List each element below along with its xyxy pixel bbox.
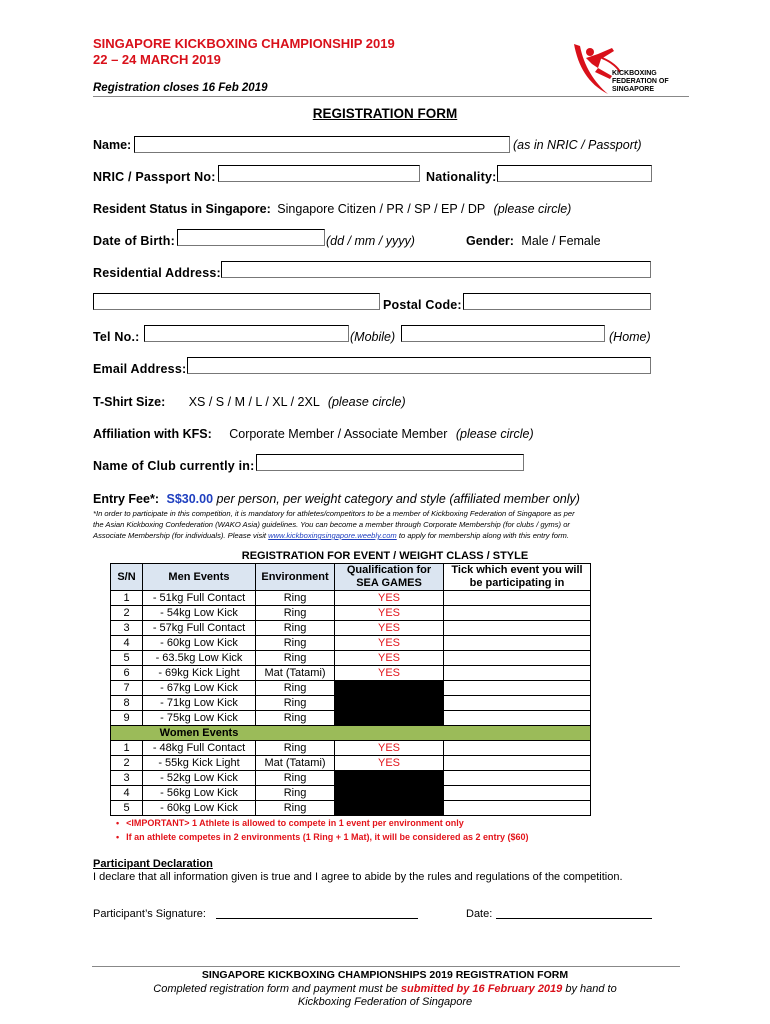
home-phone-field[interactable] <box>401 325 605 342</box>
qualification-cell <box>335 711 444 726</box>
nationality-field[interactable] <box>497 165 652 182</box>
affiliation-options[interactable]: Corporate Member / Associate Member <box>229 427 448 441</box>
table-row <box>111 756 591 771</box>
event-cell: - 57kg Full Contact <box>143 621 256 636</box>
submission-deadline: submitted by 16 February 2019 <box>400 983 563 995</box>
table-row <box>111 681 591 696</box>
membership-link[interactable]: www.kickboxingsingapore.weebly.com <box>268 531 397 540</box>
event-cell: - 54kg Low Kick <box>143 606 256 621</box>
col-sn: S/N <box>111 564 143 591</box>
event-cell: - 56kg Low Kick <box>143 786 256 801</box>
title-line-2: 22 – 24 MARCH 2019 <box>93 52 221 67</box>
dob-label: Date of Birth: <box>93 234 175 248</box>
nric-field[interactable] <box>218 165 420 182</box>
tick-cell[interactable] <box>444 741 591 756</box>
tick-cell[interactable] <box>444 681 591 696</box>
resident-status-label: Resident Status in Singapore: <box>93 202 271 216</box>
environment-cell: Ring <box>256 801 335 816</box>
gender-row <box>466 234 601 248</box>
tick-cell[interactable] <box>444 591 591 606</box>
resident-status-hint: (please circle) <box>493 202 572 216</box>
table-row <box>111 801 591 816</box>
table-row <box>111 651 591 666</box>
sn-cell: 3 <box>111 771 143 786</box>
table-row <box>111 591 591 606</box>
environment-cell: Ring <box>256 681 335 696</box>
sn-cell: 2 <box>111 756 143 771</box>
table-row <box>111 606 591 621</box>
gender-label: Gender: <box>466 234 514 248</box>
table-row <box>111 696 591 711</box>
logo-text: KICKBOXING FEDERATION OF SINGAPORE <box>612 70 669 93</box>
qualification-cell <box>335 696 444 711</box>
event-cell: - 69kg Kick Light <box>143 666 256 681</box>
footer-title: SINGAPORE KICKBOXING CHAMPIONSHIPS 2019 REGISTRATION FORM <box>201 969 569 981</box>
tick-cell[interactable] <box>444 756 591 771</box>
sn-cell: 4 <box>111 636 143 651</box>
sn-cell: 3 <box>111 621 143 636</box>
col-tick: Tick which event you will be participating in <box>444 564 591 591</box>
table-row <box>111 636 591 651</box>
tick-cell[interactable] <box>444 771 591 786</box>
qualification-cell <box>335 681 444 696</box>
entry-fee-amount: S$30.00 <box>166 492 214 506</box>
col-qualification: Qualification for SEA GAMES <box>335 564 444 591</box>
mobile-field[interactable] <box>144 325 349 342</box>
email-label: Email Address: <box>93 362 187 376</box>
affiliation-row <box>93 427 534 441</box>
tick-cell[interactable] <box>444 801 591 816</box>
event-cell: - 48kg Full Contact <box>143 741 256 756</box>
affiliation-hint: (please circle) <box>455 427 534 441</box>
event-cell: - 60kg Low Kick <box>143 636 256 651</box>
footer-instructions: Completed registration form and payment must be submitted by 16 February 2019 by hand to <box>153 983 617 995</box>
col-environment: Environment <box>256 564 335 591</box>
environment-cell: Ring <box>256 696 335 711</box>
sn-cell: 8 <box>111 696 143 711</box>
entry-fee-label: Entry Fee*: <box>93 492 159 506</box>
sn-cell: 6 <box>111 666 143 681</box>
resident-status-row <box>93 202 571 216</box>
environment-cell: Ring <box>256 771 335 786</box>
postal-code-label: Postal Code: <box>383 298 462 312</box>
tick-cell[interactable] <box>444 666 591 681</box>
qualification-cell: YES <box>335 651 444 666</box>
sn-cell: 1 <box>111 591 143 606</box>
mobile-hint: (Mobile) <box>350 330 396 344</box>
club-label: Name of Club currently in: <box>93 459 255 473</box>
address-label: Residential Address: <box>93 266 221 280</box>
women-header-row <box>111 726 591 741</box>
dob-field[interactable] <box>177 229 325 246</box>
qualification-cell: YES <box>335 591 444 606</box>
sn-cell: 9 <box>111 711 143 726</box>
nationality-label: Nationality: <box>426 170 497 184</box>
women-events-heading: Women Events <box>143 726 256 741</box>
tick-cell[interactable] <box>444 786 591 801</box>
tshirt-label: T-Shirt Size: <box>93 395 166 409</box>
event-cell: - 60kg Low Kick <box>143 801 256 816</box>
postal-code-field[interactable] <box>463 293 651 310</box>
resident-status-options[interactable]: Singapore Citizen / PR / SP / EP / DP <box>277 202 486 216</box>
events-table-header <box>111 564 591 591</box>
sn-cell: 1 <box>111 741 143 756</box>
qualification-cell <box>335 786 444 801</box>
environment-cell: Mat (Tatami) <box>256 666 335 681</box>
table-row <box>111 666 591 681</box>
qualification-cell: YES <box>335 621 444 636</box>
tshirt-row <box>93 395 406 409</box>
nric-label: NRIC / Passport No: <box>93 170 216 184</box>
registration-deadline: Registration closes 16 Feb 2019 <box>93 82 268 94</box>
environment-cell: Ring <box>256 711 335 726</box>
events-table <box>110 563 591 816</box>
event-cell: - 51kg Full Contact <box>143 591 256 606</box>
note-two-environments: • If an athlete competes in 2 environments (1 Ring + 1 Mat), it will be considered as 2 entry ($60) <box>116 832 529 842</box>
declaration-text: I declare that all information given is true and I agree to abide by the rules and regulations of the competition. <box>93 871 623 883</box>
tick-cell[interactable] <box>444 636 591 651</box>
men-events <box>111 591 591 726</box>
event-title <box>93 36 395 68</box>
email-field[interactable] <box>187 357 651 374</box>
note-one-event: • <IMPORTANT> 1 Athlete is allowed to compete in 1 event per environment only <box>116 818 464 828</box>
table-row <box>111 771 591 786</box>
membership-note: *In order to participate in this competition, it is mandatory for athletes/competitors to be a member of Kickboxing Federation of Singapore as per the Asian Kickboxing Confederation (WAKO Asia) guidelines. You can become a member through Corporate Membership (for clubs / gyms) or Associate Membership (for individuals). Please visit www.kickboxingsingapore.weebly.com to apply for membership along with this entry form. <box>93 509 575 540</box>
qualification-cell <box>335 771 444 786</box>
declaration-title: Participant Declaration <box>93 858 213 870</box>
table-row <box>111 786 591 801</box>
qualification-cell: YES <box>335 666 444 681</box>
entry-fee-line <box>93 492 580 506</box>
environment-cell: Ring <box>256 621 335 636</box>
environment-cell: Ring <box>256 636 335 651</box>
affiliation-label: Affiliation with KFS: <box>93 427 212 441</box>
home-hint: (Home) <box>609 330 651 344</box>
footer-federation: Kickboxing Federation of Singapore <box>297 996 473 1008</box>
tick-cell[interactable] <box>444 621 591 636</box>
qualification-cell: YES <box>335 756 444 771</box>
sn-cell: 4 <box>111 786 143 801</box>
sn-cell: 7 <box>111 681 143 696</box>
tick-cell[interactable] <box>444 606 591 621</box>
col-men-events: Men Events <box>143 564 256 591</box>
event-cell: - 75kg Low Kick <box>143 711 256 726</box>
tshirt-options[interactable]: XS / S / M / L / XL / 2XL <box>188 395 320 409</box>
footer-divider <box>92 966 680 967</box>
qualification-cell: YES <box>335 741 444 756</box>
address-field-line1[interactable] <box>221 261 651 278</box>
tel-label: Tel No.: <box>93 330 140 344</box>
tick-cell[interactable] <box>444 651 591 666</box>
events-table-title: REGISTRATION FOR EVENT / WEIGHT CLASS / STYLE <box>241 550 529 562</box>
tshirt-hint: (please circle) <box>327 395 406 409</box>
signature-line[interactable] <box>216 918 418 919</box>
name-label: Name: <box>93 138 132 152</box>
table-row <box>111 711 591 726</box>
environment-cell: Ring <box>256 651 335 666</box>
table-row <box>111 741 591 756</box>
qualification-cell: YES <box>335 606 444 621</box>
event-cell: - 67kg Low Kick <box>143 681 256 696</box>
form-title: REGISTRATION FORM <box>312 106 458 121</box>
event-cell: - 63.5kg Low Kick <box>143 651 256 666</box>
name-field[interactable] <box>134 136 510 153</box>
date-label: Date: <box>466 908 493 920</box>
sn-cell: 5 <box>111 801 143 816</box>
address-field-line2[interactable] <box>93 293 380 310</box>
tick-cell[interactable] <box>444 696 591 711</box>
event-cell: - 52kg Low Kick <box>143 771 256 786</box>
sn-cell: 2 <box>111 606 143 621</box>
qualification-cell: YES <box>335 636 444 651</box>
kfs-logo <box>568 38 683 98</box>
date-line[interactable] <box>496 918 652 919</box>
entry-fee-text: per person, per weight category and style (affiliated member only) <box>216 492 580 506</box>
table-row <box>111 621 591 636</box>
environment-cell: Ring <box>256 606 335 621</box>
title-line-1: SINGAPORE KICKBOXING CHAMPIONSHIP 2019 <box>93 36 395 51</box>
environment-cell: Ring <box>256 786 335 801</box>
dob-hint: (dd / mm / yyyy) <box>326 234 415 248</box>
environment-cell: Mat (Tatami) <box>256 756 335 771</box>
tick-cell[interactable] <box>444 711 591 726</box>
club-field[interactable] <box>256 454 524 471</box>
name-hint: (as in NRIC / Passport) <box>513 138 642 152</box>
qualification-cell <box>335 801 444 816</box>
gender-options[interactable]: Male / Female <box>521 234 601 248</box>
event-cell: - 71kg Low Kick <box>143 696 256 711</box>
event-cell: - 55kg Kick Light <box>143 756 256 771</box>
environment-cell: Ring <box>256 741 335 756</box>
sn-cell: 5 <box>111 651 143 666</box>
signature-label: Participant’s Signature: <box>93 908 206 920</box>
environment-cell: Ring <box>256 591 335 606</box>
women-events <box>111 741 591 816</box>
